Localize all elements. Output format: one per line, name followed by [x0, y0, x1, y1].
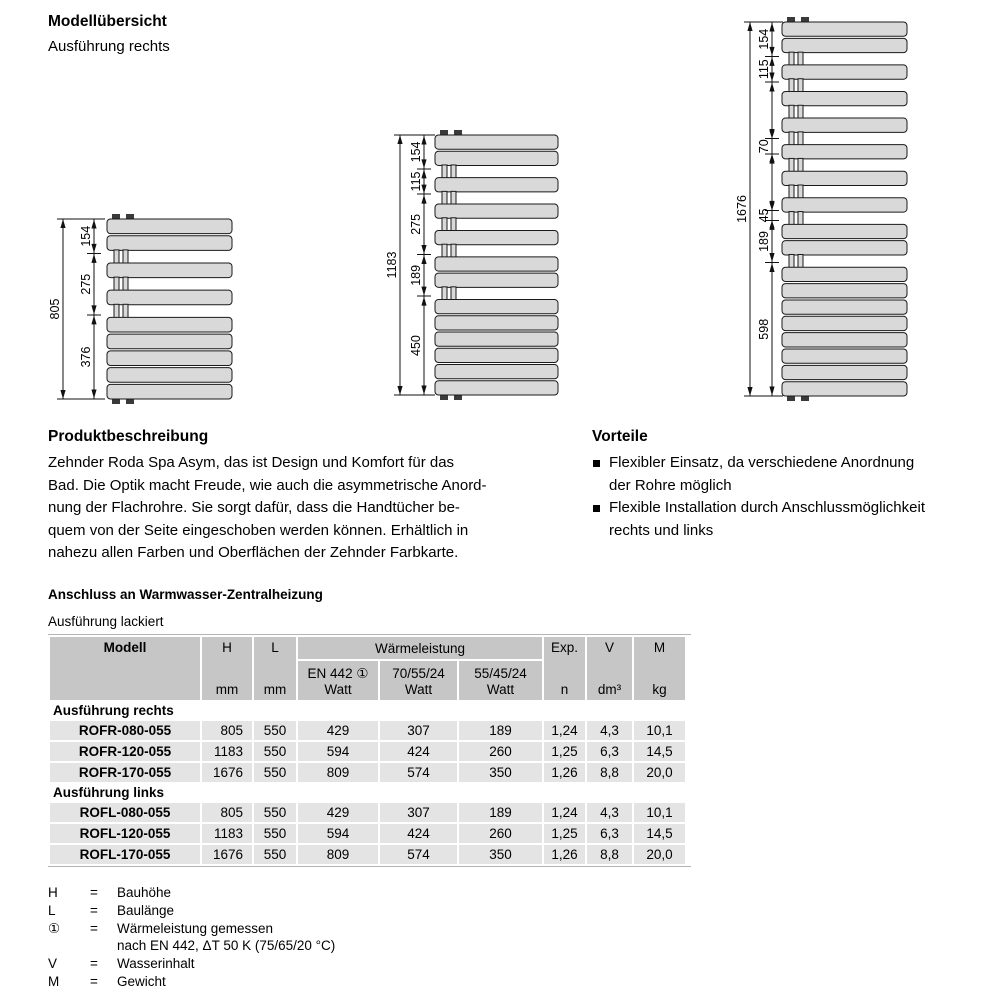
col-unit: kg	[652, 682, 667, 697]
radiator-bar	[435, 204, 558, 218]
radiator-bar	[435, 316, 558, 330]
advantage-item	[592, 497, 992, 542]
cell-value: 1676	[202, 845, 252, 864]
legend-equals: =	[90, 956, 98, 972]
mounting-tab	[440, 130, 448, 135]
collector-pipe	[442, 244, 447, 257]
advantage-line: Flexibler Einsatz, da verschiedene Anordnung	[609, 454, 915, 471]
radiator-bar	[782, 91, 907, 105]
legend-symbol: L	[48, 902, 56, 918]
col-label: Exp.	[550, 640, 578, 655]
legend-equals: =	[90, 902, 98, 918]
dimension-label: 450	[409, 335, 423, 356]
collector-pipe	[451, 287, 456, 300]
cell-value: 550	[254, 845, 296, 864]
collector-pipe	[798, 105, 803, 118]
advantage-line: rechts und links	[609, 521, 714, 539]
cell-value: 260	[459, 742, 542, 761]
radiator-bar	[435, 300, 558, 314]
cell-value: 260	[459, 824, 542, 843]
collector-pipe	[114, 304, 119, 318]
dimension-arrow	[421, 255, 426, 264]
cell-value: 550	[254, 721, 296, 740]
table-row	[50, 721, 685, 740]
collector-pipe	[451, 244, 456, 257]
radiator-bar	[107, 290, 232, 305]
cell-value: 20,0	[634, 845, 685, 864]
dimension-label: 189	[757, 231, 771, 252]
radiator-bar	[782, 145, 907, 159]
table-row	[50, 824, 685, 843]
cell-value: 350	[459, 845, 542, 864]
description-text	[48, 452, 548, 565]
collector-pipe	[114, 250, 119, 264]
col-unit: mm	[215, 682, 239, 697]
radiator-bar	[107, 351, 232, 366]
cell-value: 4,3	[587, 721, 632, 740]
cell-value: 10,1	[634, 803, 685, 822]
mounting-tab	[112, 399, 120, 404]
mounting-tab	[787, 396, 795, 401]
legend-text	[117, 884, 548, 902]
cell-value: 805	[202, 721, 252, 740]
table-row	[50, 845, 685, 864]
cell-value: 424	[380, 824, 457, 843]
col-subheader-2	[459, 661, 542, 700]
cell-value: 8,8	[587, 845, 632, 864]
mounting-tab	[126, 399, 134, 404]
spec-table-heading: Anschluss an Warmwasser-Zentralheizung	[48, 587, 323, 602]
col-unit: n	[560, 682, 569, 697]
cell-value: 1183	[202, 824, 252, 843]
collector-pipe	[798, 212, 803, 225]
cell-value: 429	[298, 803, 378, 822]
table-row	[50, 803, 685, 822]
collector-pipe	[798, 132, 803, 145]
table-group-row	[50, 784, 685, 801]
cell-value: 1,26	[544, 845, 585, 864]
cell-value: 574	[380, 763, 457, 782]
legend-text	[117, 902, 548, 920]
dimension-label: 70	[757, 139, 771, 154]
mounting-tab	[801, 17, 809, 22]
radiator-bar	[782, 224, 907, 238]
collector-pipe	[789, 79, 794, 92]
advantage-line: der Rohre möglich	[609, 476, 732, 494]
col-header-v	[587, 637, 632, 700]
radiator-bar	[782, 349, 907, 363]
spec-table-subheading: Ausführung lackiert	[48, 614, 164, 629]
cell-value: 805	[202, 803, 252, 822]
col-unit: mm	[263, 682, 287, 697]
radiator-bar	[782, 382, 907, 396]
collector-pipe	[442, 218, 447, 231]
collector-pipe	[789, 158, 794, 171]
dimension-arrow	[747, 22, 752, 31]
dimension-arrow	[421, 195, 426, 204]
cell-value: 594	[298, 742, 378, 761]
cell-value: 594	[298, 824, 378, 843]
cell-value: 307	[380, 721, 457, 740]
cell-value: 1,25	[544, 742, 585, 761]
radiator-bar	[107, 219, 232, 234]
mounting-tab	[454, 395, 462, 400]
dimension-arrow	[60, 390, 65, 399]
radiator-bar	[782, 22, 907, 36]
collector-pipe	[442, 191, 447, 204]
description-line: nahezu allen Farben und Oberflächen der Zehnder Farbkarte.	[48, 544, 459, 561]
radiator-bar	[435, 348, 558, 362]
cell-value: 550	[254, 742, 296, 761]
collector-pipe	[451, 191, 456, 204]
radiator-bar	[107, 317, 232, 332]
radiator-bar	[435, 257, 558, 271]
collector-pipe	[798, 158, 803, 171]
advantage-text	[609, 452, 914, 497]
radiator-bar	[435, 365, 558, 379]
subheader-line: 70/55/24	[392, 666, 445, 681]
mounting-tab	[126, 214, 134, 219]
cell-value: 809	[298, 845, 378, 864]
dimension-arrow	[397, 135, 402, 144]
description-heading: Produktbeschreibung	[48, 428, 209, 445]
page-header	[48, 9, 170, 59]
subheader-line: Watt	[324, 681, 352, 697]
cell-value: 1,26	[544, 763, 585, 782]
mounting-tab	[112, 214, 120, 219]
legend-line: nach EN 442, ΔT 50 K (75/65/20 °C)	[117, 938, 336, 954]
dimension-arrow	[421, 287, 426, 296]
collector-pipe	[789, 52, 794, 65]
dimension-label: 598	[757, 318, 771, 340]
dimension-arrow	[747, 387, 752, 396]
radiator-bar	[107, 236, 232, 251]
legend-row	[48, 884, 548, 902]
cell-value: 6,3	[587, 824, 632, 843]
group-label: Ausführung links	[50, 784, 685, 801]
legend-line: Wärmeleistung gemessen	[117, 920, 274, 936]
dimension-arrow	[91, 305, 96, 314]
collector-pipe	[789, 132, 794, 145]
dimension-arrow	[91, 315, 96, 324]
radiator-bar	[782, 38, 907, 52]
collector-pipe	[114, 277, 119, 291]
collector-pipe	[789, 254, 794, 267]
product-description-section	[48, 429, 548, 565]
legend-row	[48, 902, 548, 920]
dimension-label: 376	[79, 346, 93, 368]
dimension-arrow	[769, 263, 774, 272]
legend	[48, 884, 548, 991]
cell-value: 550	[254, 824, 296, 843]
radiator-bar	[782, 316, 907, 330]
subheader-line: Watt	[486, 681, 515, 697]
dimension-label: 115	[409, 171, 423, 192]
dimension-label: 1676	[735, 195, 749, 223]
cell-model: ROFR-080-055	[50, 721, 200, 740]
legend-text	[117, 920, 548, 956]
cell-value: 574	[380, 845, 457, 864]
dimension-label: 275	[79, 273, 93, 295]
collector-pipe	[123, 250, 128, 264]
legend-equals: =	[90, 973, 98, 989]
cell-value: 10,1	[634, 721, 685, 740]
cell-model: ROFL-170-055	[50, 845, 200, 864]
dimension-arrow	[60, 219, 65, 228]
col-header-h	[202, 637, 252, 700]
collector-pipe	[451, 165, 456, 178]
legend-row	[48, 920, 548, 956]
dimension-label: 154	[757, 28, 771, 50]
legend-row	[48, 973, 548, 991]
mounting-tab	[454, 130, 462, 135]
dimension-label: 154	[79, 225, 93, 247]
subheader-line: EN 442 ①	[307, 666, 369, 681]
cell-value: 307	[380, 803, 457, 822]
subheader-line: 55/45/24	[474, 666, 527, 681]
radiator-diagram-805	[40, 205, 245, 417]
dimension-label: 275	[409, 213, 423, 235]
radiator-diagram-1183	[375, 120, 575, 412]
dimension-label: 805	[48, 298, 62, 320]
col-label: V	[604, 640, 614, 655]
cell-value: 350	[459, 763, 542, 782]
col-label: M	[653, 640, 666, 655]
radiator-bar	[782, 365, 907, 379]
radiator-bar	[435, 135, 558, 149]
radiator-bar	[107, 384, 232, 399]
cell-value: 550	[254, 763, 296, 782]
mounting-tab	[787, 17, 795, 22]
radiator-bar	[782, 333, 907, 347]
dimension-arrow	[769, 155, 774, 164]
mounting-tab	[801, 396, 809, 401]
cell-value: 189	[459, 721, 542, 740]
description-line: Bad. Die Optik macht Freude, wie auch die asymmetrische Anord-	[48, 476, 487, 494]
radiator-bar	[435, 178, 558, 192]
cell-value: 429	[298, 721, 378, 740]
dimension-arrow	[91, 390, 96, 399]
page-subtitle: Ausführung rechts	[48, 38, 170, 55]
cell-value: 1,24	[544, 721, 585, 740]
collector-pipe	[123, 304, 128, 318]
legend-line: Wasserinhalt	[117, 956, 195, 972]
legend-symbol: ①	[48, 920, 61, 936]
radiator-bar	[782, 241, 907, 255]
radiator-bar	[435, 381, 558, 395]
cell-model: ROFL-080-055	[50, 803, 200, 822]
mounting-tab	[440, 395, 448, 400]
radiator-bar	[435, 151, 558, 165]
cell-value: 6,3	[587, 742, 632, 761]
radiator-bar	[107, 368, 232, 383]
collector-pipe	[789, 185, 794, 198]
bullet-square-icon	[593, 505, 600, 512]
collector-pipe	[798, 79, 803, 92]
radiator-bar	[782, 118, 907, 132]
collector-pipe	[789, 105, 794, 118]
legend-symbol: V	[48, 956, 58, 972]
cell-value: 4,3	[587, 803, 632, 822]
radiator-bar	[435, 332, 558, 346]
spec-table	[48, 635, 687, 866]
dimension-label: 115	[757, 59, 771, 80]
col-header-m	[634, 637, 685, 700]
legend-line: Bauhöhe	[117, 885, 172, 900]
cell-value: 8,8	[587, 763, 632, 782]
description-line: nung der Flachrohre. Sie sorgt dafür, dass die Handtücher be-	[48, 499, 460, 516]
dimension-label: 1183	[385, 251, 399, 279]
cell-value: 550	[254, 803, 296, 822]
subheader-line: Watt	[404, 681, 433, 697]
dimension-arrow	[421, 297, 426, 306]
col-header-modell: Modell	[50, 637, 200, 700]
table-row	[50, 742, 685, 761]
collector-pipe	[442, 165, 447, 178]
dimension-arrow	[769, 253, 774, 262]
legend-equals: =	[90, 920, 98, 936]
radiator-bar	[782, 300, 907, 314]
advantages-heading: Vorteile	[592, 428, 648, 445]
cell-model: ROFR-170-055	[50, 763, 200, 782]
table-row	[50, 763, 685, 782]
group-label: Ausführung rechts	[50, 702, 685, 719]
description-line: quem von der Seite eingeschoben werden können. Erhältlich in	[48, 521, 469, 539]
dimension-arrow	[769, 83, 774, 92]
table-group-row	[50, 702, 685, 719]
legend-row	[48, 955, 548, 973]
advantage-item	[592, 452, 992, 497]
col-unit: dm³	[597, 682, 622, 697]
dimension-label: 154	[409, 141, 423, 163]
cell-model: ROFR-120-055	[50, 742, 200, 761]
cell-value: 1676	[202, 763, 252, 782]
advantage-line: Flexible Installation durch Anschlussmöglichkeit	[609, 499, 925, 516]
dimension-arrow	[397, 386, 402, 395]
legend-symbol: H	[48, 885, 58, 900]
spec-table-section	[48, 587, 691, 867]
cell-value: 809	[298, 763, 378, 782]
collector-pipe	[123, 277, 128, 291]
cell-value: 14,5	[634, 824, 685, 843]
cell-value: 20,0	[634, 763, 685, 782]
radiator-bar	[107, 263, 232, 278]
legend-line: Baulänge	[117, 902, 175, 918]
collector-pipe	[442, 287, 447, 300]
col-header-waermeleistung: Wärmeleistung	[298, 637, 542, 659]
radiator-bar	[435, 230, 558, 244]
legend-equals: =	[90, 885, 98, 900]
dimension-label: 45	[757, 208, 771, 223]
radiator-bar	[782, 171, 907, 185]
radiator-diagram-1676	[713, 6, 925, 410]
advantages-section	[592, 429, 992, 542]
cell-value: 1,24	[544, 803, 585, 822]
radiator-bar	[782, 65, 907, 79]
cell-value: 1183	[202, 742, 252, 761]
legend-symbol: M	[48, 973, 60, 989]
bullet-square-icon	[593, 460, 600, 467]
collector-pipe	[798, 254, 803, 267]
col-label: H	[222, 640, 232, 655]
col-subheader-1	[380, 661, 457, 700]
advantage-text	[609, 497, 925, 542]
dimension-label: 189	[409, 264, 423, 286]
cell-value: 424	[380, 742, 457, 761]
spec-header-row-1	[50, 637, 685, 659]
col-header-l	[254, 637, 296, 700]
legend-text	[117, 955, 548, 973]
radiator-bar	[782, 198, 907, 212]
spec-table-wrapper	[48, 634, 691, 867]
advantages-list	[592, 452, 992, 542]
radiator-bar	[107, 334, 232, 349]
description-line: Zehnder Roda Spa Asym, das ist Design und Komfort für das	[48, 454, 455, 471]
cell-value: 1,25	[544, 824, 585, 843]
radiator-bar	[435, 273, 558, 287]
col-header-exp	[544, 637, 585, 700]
radiator-bar	[782, 267, 907, 281]
col-subheader-0	[298, 661, 378, 700]
dimension-arrow	[91, 254, 96, 263]
dimension-arrow	[421, 245, 426, 254]
cell-value: 14,5	[634, 742, 685, 761]
collector-pipe	[451, 218, 456, 231]
legend-line: Gewicht	[117, 973, 166, 989]
cell-value: 189	[459, 803, 542, 822]
legend-text	[117, 973, 548, 991]
col-label: L	[271, 640, 279, 655]
dimension-arrow	[421, 386, 426, 395]
collector-pipe	[798, 52, 803, 65]
collector-pipe	[789, 212, 794, 225]
cell-model: ROFL-120-055	[50, 824, 200, 843]
dimension-arrow	[769, 387, 774, 396]
page-title: Modellübersicht	[48, 13, 167, 30]
collector-pipe	[798, 185, 803, 198]
radiator-bar	[782, 284, 907, 298]
